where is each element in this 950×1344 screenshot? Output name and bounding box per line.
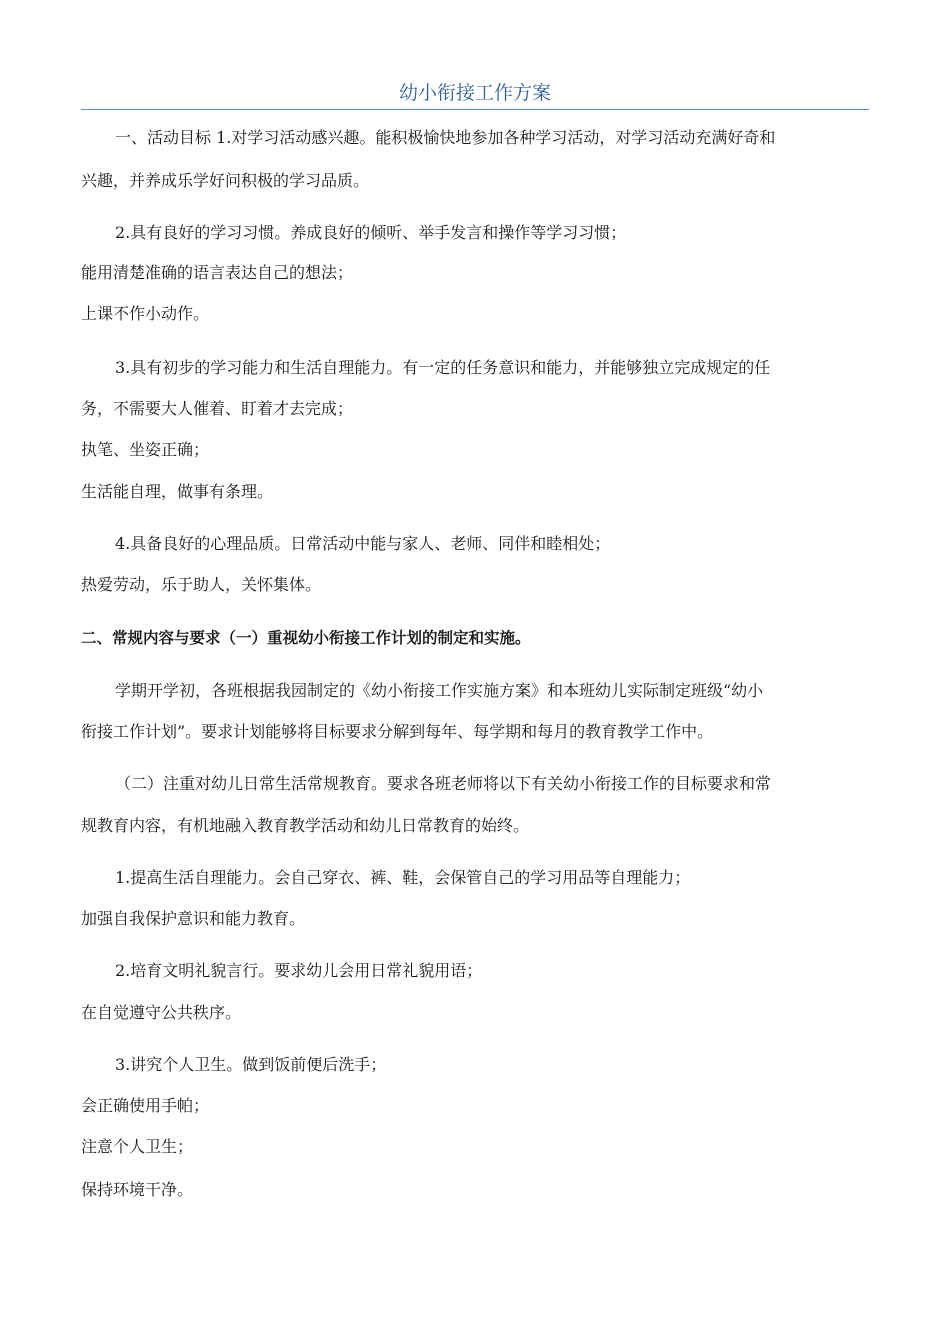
paragraph-line: 执笔、坐姿正确； xyxy=(81,440,210,459)
paragraph-line: 热爱劳动，乐于助人，关怀集体。 xyxy=(81,575,322,594)
paragraph-line: 注意个人卫生； xyxy=(81,1137,194,1156)
paragraph-line: 保持环境干净。 xyxy=(81,1180,194,1199)
paragraph-line: 务，不需要大人催着、盯着才去完成； xyxy=(81,399,354,418)
paragraph-line: 2.具有良好的学习习惯。养成良好的倾听、举手发言和操作等学习习惯； xyxy=(115,223,627,242)
title-underline xyxy=(81,109,869,110)
paragraph-line: （二）注重对幼儿日常生活常规教育。要求各班老师将以下有关幼小衔接工作的目标要求和常 xyxy=(115,774,772,793)
paragraph-line: 2.培育文明礼貌言行。要求幼儿会用日常礼貌用语； xyxy=(115,961,483,980)
paragraph-line: 4.具备良好的心理品质。日常活动中能与家人、老师、同伴和睦相处； xyxy=(115,534,611,553)
section-heading: 二、常规内容与要求（一）重视幼小衔接工作计划的制定和实施。 xyxy=(81,629,531,647)
paragraph-line: 上课不作小动作。 xyxy=(81,304,210,323)
paragraph-line: 学期开学初，各班根据我园制定的《幼小衔接工作实施方案》和本班幼儿实际制定班级“幼小 xyxy=(115,681,764,700)
paragraph-line: 衔接工作计划”。要求计划能够将目标要求分解到每年、每学期和每月的教育教学工作中。 xyxy=(81,722,714,741)
paragraph-line: 兴趣，并养成乐学好问积极的学习品质。 xyxy=(81,171,370,190)
paragraph-line: 1.提高生活自理能力。会自己穿衣、裤、鞋，会保管自己的学习用品等自理能力； xyxy=(115,868,691,887)
paragraph-line: 一、活动目标 1.对学习活动感兴趣。能积极愉快地参加各种学习活动，对学习活动充满好奇和 xyxy=(115,128,776,147)
paragraph-line: 生活能自理，做事有条理。 xyxy=(81,482,274,501)
paragraph-line: 会正确使用手帕； xyxy=(81,1096,210,1115)
paragraph-line: 3.具有初步的学习能力和生活自理能力。有一定的任务意识和能力，并能够独立完成规定的任 xyxy=(115,358,771,377)
paragraph-line: 3.讲究个人卫生。做到饭前便后洗手； xyxy=(115,1055,387,1074)
paragraph-line: 加强自我保护意识和能力教育。 xyxy=(81,909,306,928)
paragraph-line: 在自觉遵守公共秩序。 xyxy=(81,1003,242,1022)
document-title: 幼小衔接工作方案 xyxy=(398,82,551,104)
paragraph-line: 能用清楚准确的语言表达自己的想法； xyxy=(81,263,354,282)
paragraph-line: 规教育内容，有机地融入教育教学活动和幼儿日常教育的始终。 xyxy=(81,816,530,835)
